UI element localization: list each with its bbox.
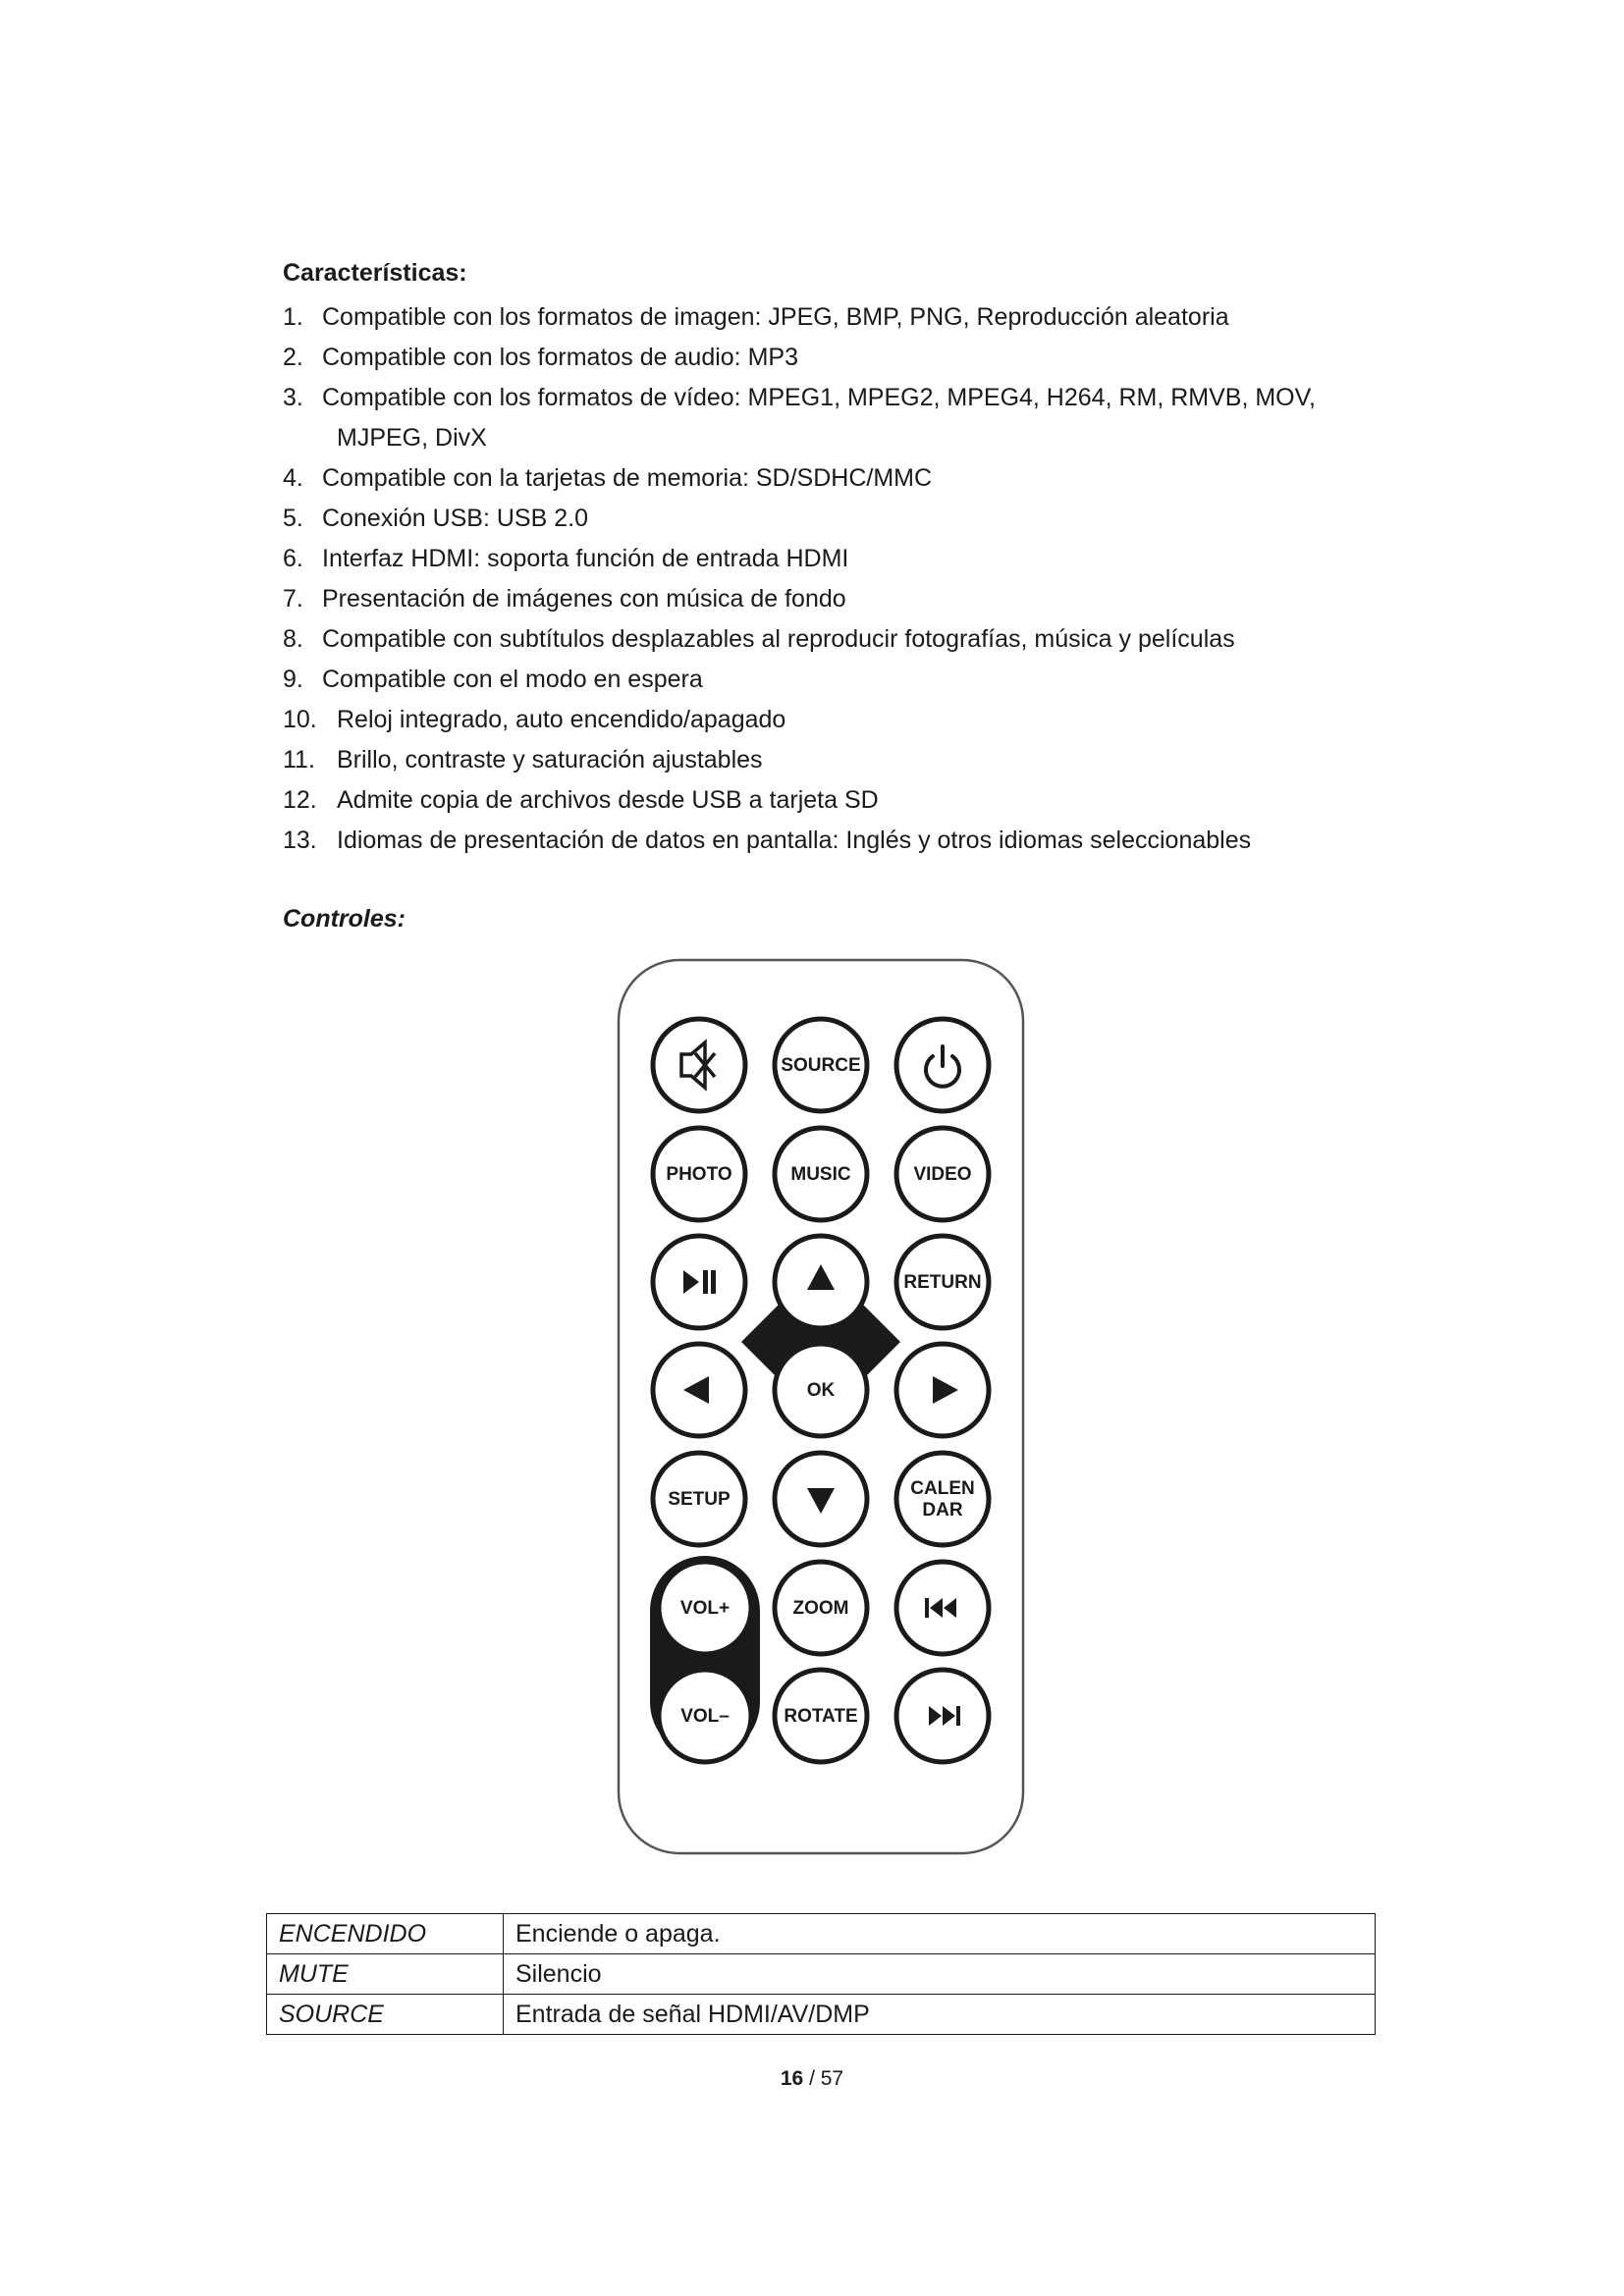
return-button-label: RETURN — [903, 1272, 982, 1293]
table-value-cell: Enciende o apaga. — [504, 1914, 1376, 1954]
table-row — [267, 1914, 1376, 1954]
features-list — [283, 297, 1363, 861]
table-key-cell: MUTE — [267, 1954, 504, 1995]
feature-item — [283, 539, 1363, 579]
feature-number: 8. — [283, 625, 303, 653]
feature-number: 9. — [283, 666, 303, 693]
table-row — [267, 1995, 1376, 2035]
source-button-label: SOURCE — [781, 1055, 861, 1076]
calendar-button-label-line1: CALEN — [910, 1478, 975, 1499]
feature-text-continuation: MJPEG, DivX — [337, 424, 487, 452]
setup-button-label: SETUP — [668, 1489, 731, 1510]
feature-text: Interfaz HDMI: soporta función de entrada HDMI — [322, 545, 849, 572]
page-number — [0, 2067, 1624, 2091]
calendar-button-label-line2: DAR — [922, 1500, 963, 1521]
controls-heading: Controles: — [283, 905, 406, 933]
feature-item — [283, 458, 1363, 499]
feature-item — [283, 780, 1363, 821]
feature-number: 3. — [283, 384, 303, 411]
video-button-label: VIDEO — [913, 1164, 972, 1185]
feature-number: 12. — [283, 786, 317, 814]
feature-text: Compatible con los formatos de audio: MP3 — [322, 344, 798, 371]
feature-number: 2. — [283, 344, 303, 371]
feature-item — [283, 660, 1363, 700]
feature-item — [283, 700, 1363, 740]
photo-button-label: PHOTO — [666, 1164, 732, 1185]
feature-number: 6. — [283, 545, 303, 572]
table-key-cell: ENCENDIDO — [267, 1914, 504, 1954]
feature-number: 13. — [283, 827, 317, 854]
feature-text: Compatible con subtítulos desplazables al reproducir fotografías, música y películas — [322, 625, 1235, 653]
feature-item — [283, 740, 1363, 780]
feature-text: Compatible con la tarjetas de memoria: SD/SDHC/MMC — [322, 464, 933, 492]
feature-text: Conexión USB: USB 2.0 — [322, 505, 588, 532]
calendar-button — [896, 1453, 989, 1545]
feature-number: 7. — [283, 585, 303, 613]
feature-number: 10. — [283, 706, 317, 733]
feature-number: 11. — [283, 746, 315, 774]
feature-number: 5. — [283, 505, 303, 532]
feature-item — [283, 579, 1363, 619]
feature-text: Reloj integrado, auto encendido/apagado — [337, 706, 786, 733]
rotate-button-label: ROTATE — [784, 1706, 858, 1727]
feature-text: Presentación de imágenes con música de fondo — [322, 585, 846, 613]
table-value-cell: Silencio — [504, 1954, 1376, 1995]
feature-text: Brillo, contraste y saturación ajustables — [337, 746, 763, 774]
feature-item — [283, 499, 1363, 539]
music-button-label: MUSIC — [790, 1164, 851, 1185]
table-value-cell: Entrada de señal HDMI/AV/DMP — [504, 1995, 1376, 2035]
table-key-cell: SOURCE — [267, 1995, 504, 2035]
feature-number: 4. — [283, 464, 303, 492]
controls-table — [266, 1913, 1376, 2035]
mute-button — [653, 1019, 745, 1111]
features-heading: Características: — [283, 259, 467, 287]
feature-item — [283, 378, 1363, 458]
feature-text: Compatible con el modo en espera — [322, 666, 703, 693]
zoom-button-label: ZOOM — [792, 1598, 849, 1619]
feature-item — [283, 619, 1363, 660]
total-pages: 57 — [820, 2067, 844, 2090]
current-page: 16 — [780, 2067, 804, 2090]
page-separator: / — [803, 2067, 821, 2090]
feature-item — [283, 338, 1363, 378]
feature-text: Admite copia de archivos desde USB a tarjeta SD — [337, 786, 879, 814]
feature-item — [283, 821, 1363, 861]
feature-number: 1. — [283, 303, 303, 331]
table-row — [267, 1954, 1376, 1995]
feature-text: Compatible con los formatos de imagen: JPEG, BMP, PNG, Reproducción aleatoria — [322, 303, 1229, 331]
remote-control-illustration — [609, 952, 1033, 1865]
vol-up-button-label: VOL+ — [679, 1598, 731, 1619]
feature-text: Compatible con los formatos de vídeo: MPEG1, MPEG2, MPEG4, H264, RM, RMVB, MOV, — [322, 384, 1316, 411]
ok-button-label: OK — [806, 1380, 836, 1401]
feature-item — [283, 297, 1363, 338]
vol-down-button-label: VOL– — [680, 1706, 730, 1727]
feature-text: Idiomas de presentación de datos en pantalla: Inglés y otros idiomas seleccionables — [337, 827, 1252, 854]
